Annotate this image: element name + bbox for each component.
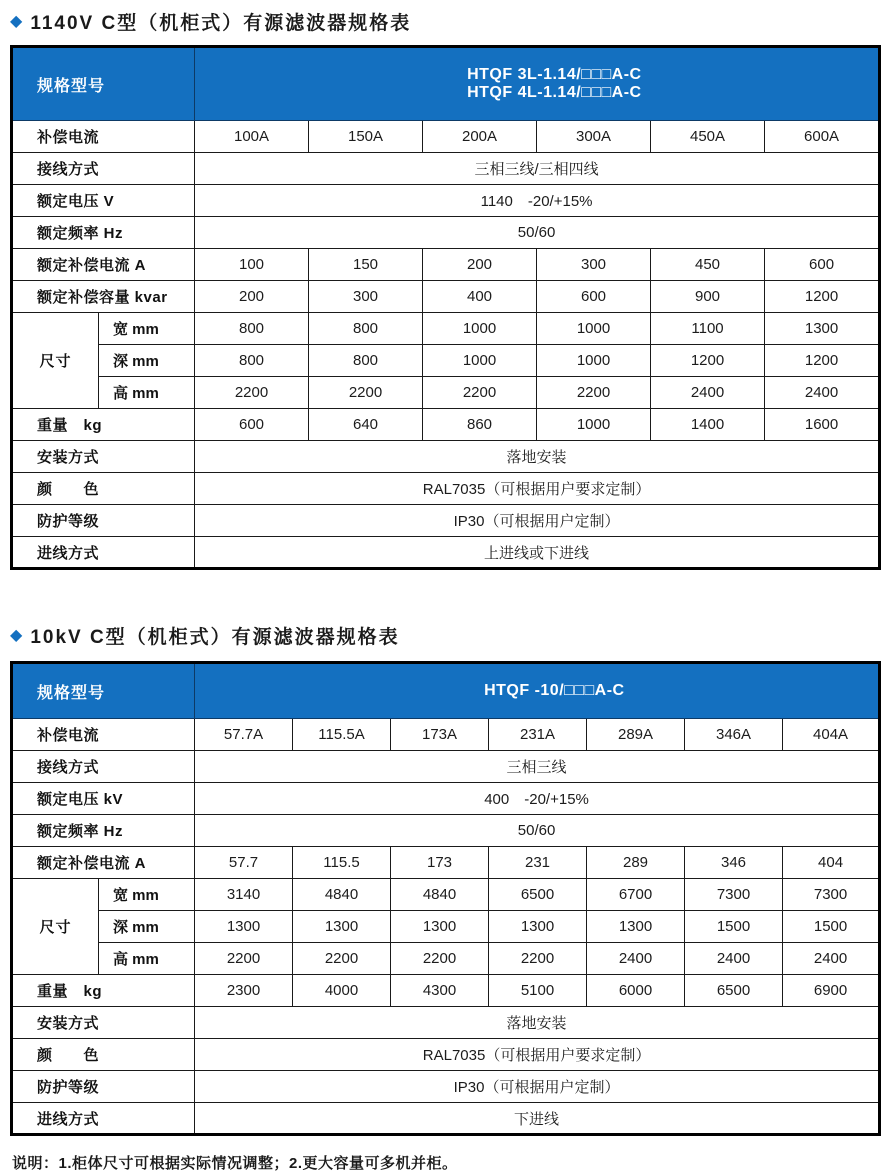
row-label: 额定频率 Hz [12,815,195,847]
row-rated-comp-current [12,847,880,879]
spec-value-cell: 100A [195,121,309,153]
spec-value-cell: 7300 [685,879,783,911]
diamond-bullet-icon: ◆ [10,626,23,644]
spec-value-cell: 231A [489,719,587,751]
spec-value-cell: 289 [587,847,685,879]
spec-value-cell: 450 [651,249,765,281]
spec-value-cell: 115.5A [293,719,391,751]
row-compensation-current [12,121,880,153]
spec-value-cell: 1200 [765,281,880,313]
section-title-text: 10kV C型（机柜式）有源滤波器规格表 [30,627,400,648]
row-label: 防护等级 [12,1071,195,1103]
spec-value-cell: 1300 [391,911,489,943]
row-inlet [12,537,880,569]
row-rated-voltage [12,783,880,815]
row-dimension-width [12,313,880,345]
row-label: 防护等级 [12,505,195,537]
spec-value-cell: 1300 [293,911,391,943]
spec-value-cell: 200A [423,121,537,153]
row-rated-capacity [12,281,880,313]
spec-value-cell: 600A [765,121,880,153]
spec-value-cell: 173A [391,719,489,751]
section-title-10kv [10,622,878,649]
spec-value-cell: 1100 [651,313,765,345]
spec-value-cell: 1300 [587,911,685,943]
row-rated-voltage [12,185,880,217]
spec-value-cell: 800 [195,313,309,345]
spec-value-cell: 2400 [765,377,880,409]
spec-value-cell: 4840 [293,879,391,911]
row-label: 颜 色 [12,473,195,505]
spec-value-cell: 173 [391,847,489,879]
footnote: 说明：1.柜体尺寸可根据实际情况调整；2.更大容量可多机并柜。 [12,1155,458,1172]
spec-value-cell: 800 [309,313,423,345]
row-value: 50/60 [195,815,880,847]
section-title-text: 1140V C型（机柜式）有源滤波器规格表 [30,13,412,34]
row-label: 进线方式 [12,537,195,569]
row-label: 额定频率 Hz [12,217,195,249]
row-label: 额定补偿电流 A [12,847,195,879]
spec-value-cell: 2200 [293,943,391,975]
spec-value-cell: 1200 [651,345,765,377]
spec-value-cell: 231 [489,847,587,879]
spec-value-cell: 115.5 [293,847,391,879]
spec-value-cell: 300A [537,121,651,153]
row-rated-frequency [12,217,880,249]
spec-value-cell: 6500 [489,879,587,911]
model-names-cell [195,47,880,121]
model-name-4l: HTQF 4L-1.14/□□□A-C [467,84,642,101]
row-label: 安装方式 [12,441,195,473]
row-value: 1140 -20/+15% [195,185,880,217]
row-dimension-width [12,879,880,911]
spec-value-cell: 200 [195,281,309,313]
row-label: 宽 mm [99,313,195,345]
spec-value-cell: 2200 [537,377,651,409]
row-label: 宽 mm [99,879,195,911]
row-label: 颜 色 [12,1039,195,1071]
spec-value-cell: 2200 [309,377,423,409]
row-weight [12,409,880,441]
spec-value-cell: 900 [651,281,765,313]
row-value: 上进线或下进线 [195,537,880,569]
row-wiring [12,153,880,185]
spec-value-cell: 1000 [537,409,651,441]
row-label: 深 mm [99,911,195,943]
model-name-10kv: HTQF -10/□□□A-C [484,682,625,699]
row-protection [12,505,880,537]
spec-table-1140v [10,45,881,570]
spec-value-cell: 1000 [537,313,651,345]
spec-value-cell: 2200 [423,377,537,409]
spec-value-cell: 860 [423,409,537,441]
spec-model-header-label: 规格型号 [12,663,195,719]
spec-value-cell: 6500 [685,975,783,1007]
row-value: IP30（可根据用户定制） [195,1071,880,1103]
row-label: 额定补偿电流 A [12,249,195,281]
spec-value-cell: 600 [537,281,651,313]
spec-value-cell: 600 [765,249,880,281]
spec-value-cell: 5100 [489,975,587,1007]
spec-value-cell: 640 [309,409,423,441]
spec-value-cell: 289A [587,719,685,751]
spec-value-cell: 150 [309,249,423,281]
spec-value-cell: 300 [309,281,423,313]
spec-value-cell: 1300 [489,911,587,943]
spec-value-cell: 800 [309,345,423,377]
spec-value-cell: 450A [651,121,765,153]
spec-model-header-label: 规格型号 [12,47,195,121]
table-header-row [12,663,880,719]
model-name-3l: HTQF 3L-1.14/□□□A-C [467,66,642,83]
spec-value-cell: 2300 [195,975,293,1007]
spec-value-cell: 1000 [537,345,651,377]
spec-value-cell: 4000 [293,975,391,1007]
row-label: 接线方式 [12,153,195,185]
section-title-1140v [10,8,878,35]
row-value: 三相三线 [195,751,880,783]
row-label: 重量 kg [12,975,195,1007]
row-mounting [12,441,880,473]
spec-table-10kv [10,661,881,1136]
row-label: 补偿电流 [12,719,195,751]
spec-value-cell: 1400 [651,409,765,441]
row-dimension-depth [12,911,880,943]
spec-value-cell: 100 [195,249,309,281]
spec-value-cell: 7300 [783,879,880,911]
diamond-bullet-icon: ◆ [10,12,23,30]
row-mounting [12,1007,880,1039]
row-rated-comp-current [12,249,880,281]
model-names-cell [195,663,880,719]
spec-value-cell: 2400 [685,943,783,975]
row-inlet [12,1103,880,1135]
spec-value-cell: 2400 [651,377,765,409]
row-compensation-current [12,719,880,751]
spec-value-cell: 57.7A [195,719,293,751]
spec-value-cell: 1300 [765,313,880,345]
spec-value-cell: 2400 [783,943,880,975]
spec-value-cell: 404A [783,719,880,751]
spec-value-cell: 1000 [423,345,537,377]
row-label: 深 mm [99,345,195,377]
row-color [12,1039,880,1071]
spec-value-cell: 2200 [195,943,293,975]
spec-value-cell: 300 [537,249,651,281]
row-label: 额定电压 V [12,185,195,217]
row-label: 补偿电流 [12,121,195,153]
spec-value-cell: 2200 [489,943,587,975]
spec-value-cell: 6700 [587,879,685,911]
row-label: 额定电压 kV [12,783,195,815]
row-value: RAL7035（可根据用户要求定制） [195,1039,880,1071]
row-dimension-height [12,377,880,409]
spec-value-cell: 1600 [765,409,880,441]
dimensions-group-label: 尺寸 [12,313,99,409]
row-value: 400 -20/+15% [195,783,880,815]
dimensions-group-label: 尺寸 [12,879,99,975]
row-value: 50/60 [195,217,880,249]
table-header-row [12,47,880,121]
row-label: 安装方式 [12,1007,195,1039]
row-label: 高 mm [99,943,195,975]
spec-value-cell: 57.7 [195,847,293,879]
row-label: 额定补偿容量 kvar [12,281,195,313]
spec-value-cell: 1000 [423,313,537,345]
row-label: 接线方式 [12,751,195,783]
spec-value-cell: 800 [195,345,309,377]
spec-value-cell: 6900 [783,975,880,1007]
spec-value-cell: 346 [685,847,783,879]
spec-value-cell: 200 [423,249,537,281]
row-value: 落地安装 [195,441,880,473]
spec-value-cell: 4300 [391,975,489,1007]
spec-value-cell: 400 [423,281,537,313]
spec-value-cell: 2200 [391,943,489,975]
row-value: RAL7035（可根据用户要求定制） [195,473,880,505]
spec-value-cell: 4840 [391,879,489,911]
row-weight [12,975,880,1007]
spec-value-cell: 150A [309,121,423,153]
spec-value-cell: 1300 [195,911,293,943]
spec-value-cell: 1500 [685,911,783,943]
row-value: 三相三线/三相四线 [195,153,880,185]
row-label: 重量 kg [12,409,195,441]
row-rated-frequency [12,815,880,847]
row-value: 下进线 [195,1103,880,1135]
row-color [12,473,880,505]
row-dimension-height [12,943,880,975]
spec-value-cell: 3140 [195,879,293,911]
spec-value-cell: 346A [685,719,783,751]
spec-value-cell: 600 [195,409,309,441]
row-protection [12,1071,880,1103]
row-dimension-depth [12,345,880,377]
spec-value-cell: 1200 [765,345,880,377]
row-value: IP30（可根据用户定制） [195,505,880,537]
spec-value-cell: 2200 [195,377,309,409]
spec-value-cell: 404 [783,847,880,879]
row-wiring [12,751,880,783]
spec-value-cell: 2400 [587,943,685,975]
row-label: 高 mm [99,377,195,409]
row-value: 落地安装 [195,1007,880,1039]
spec-value-cell: 6000 [587,975,685,1007]
row-label: 进线方式 [12,1103,195,1135]
spec-value-cell: 1500 [783,911,880,943]
section-gap [10,570,878,618]
